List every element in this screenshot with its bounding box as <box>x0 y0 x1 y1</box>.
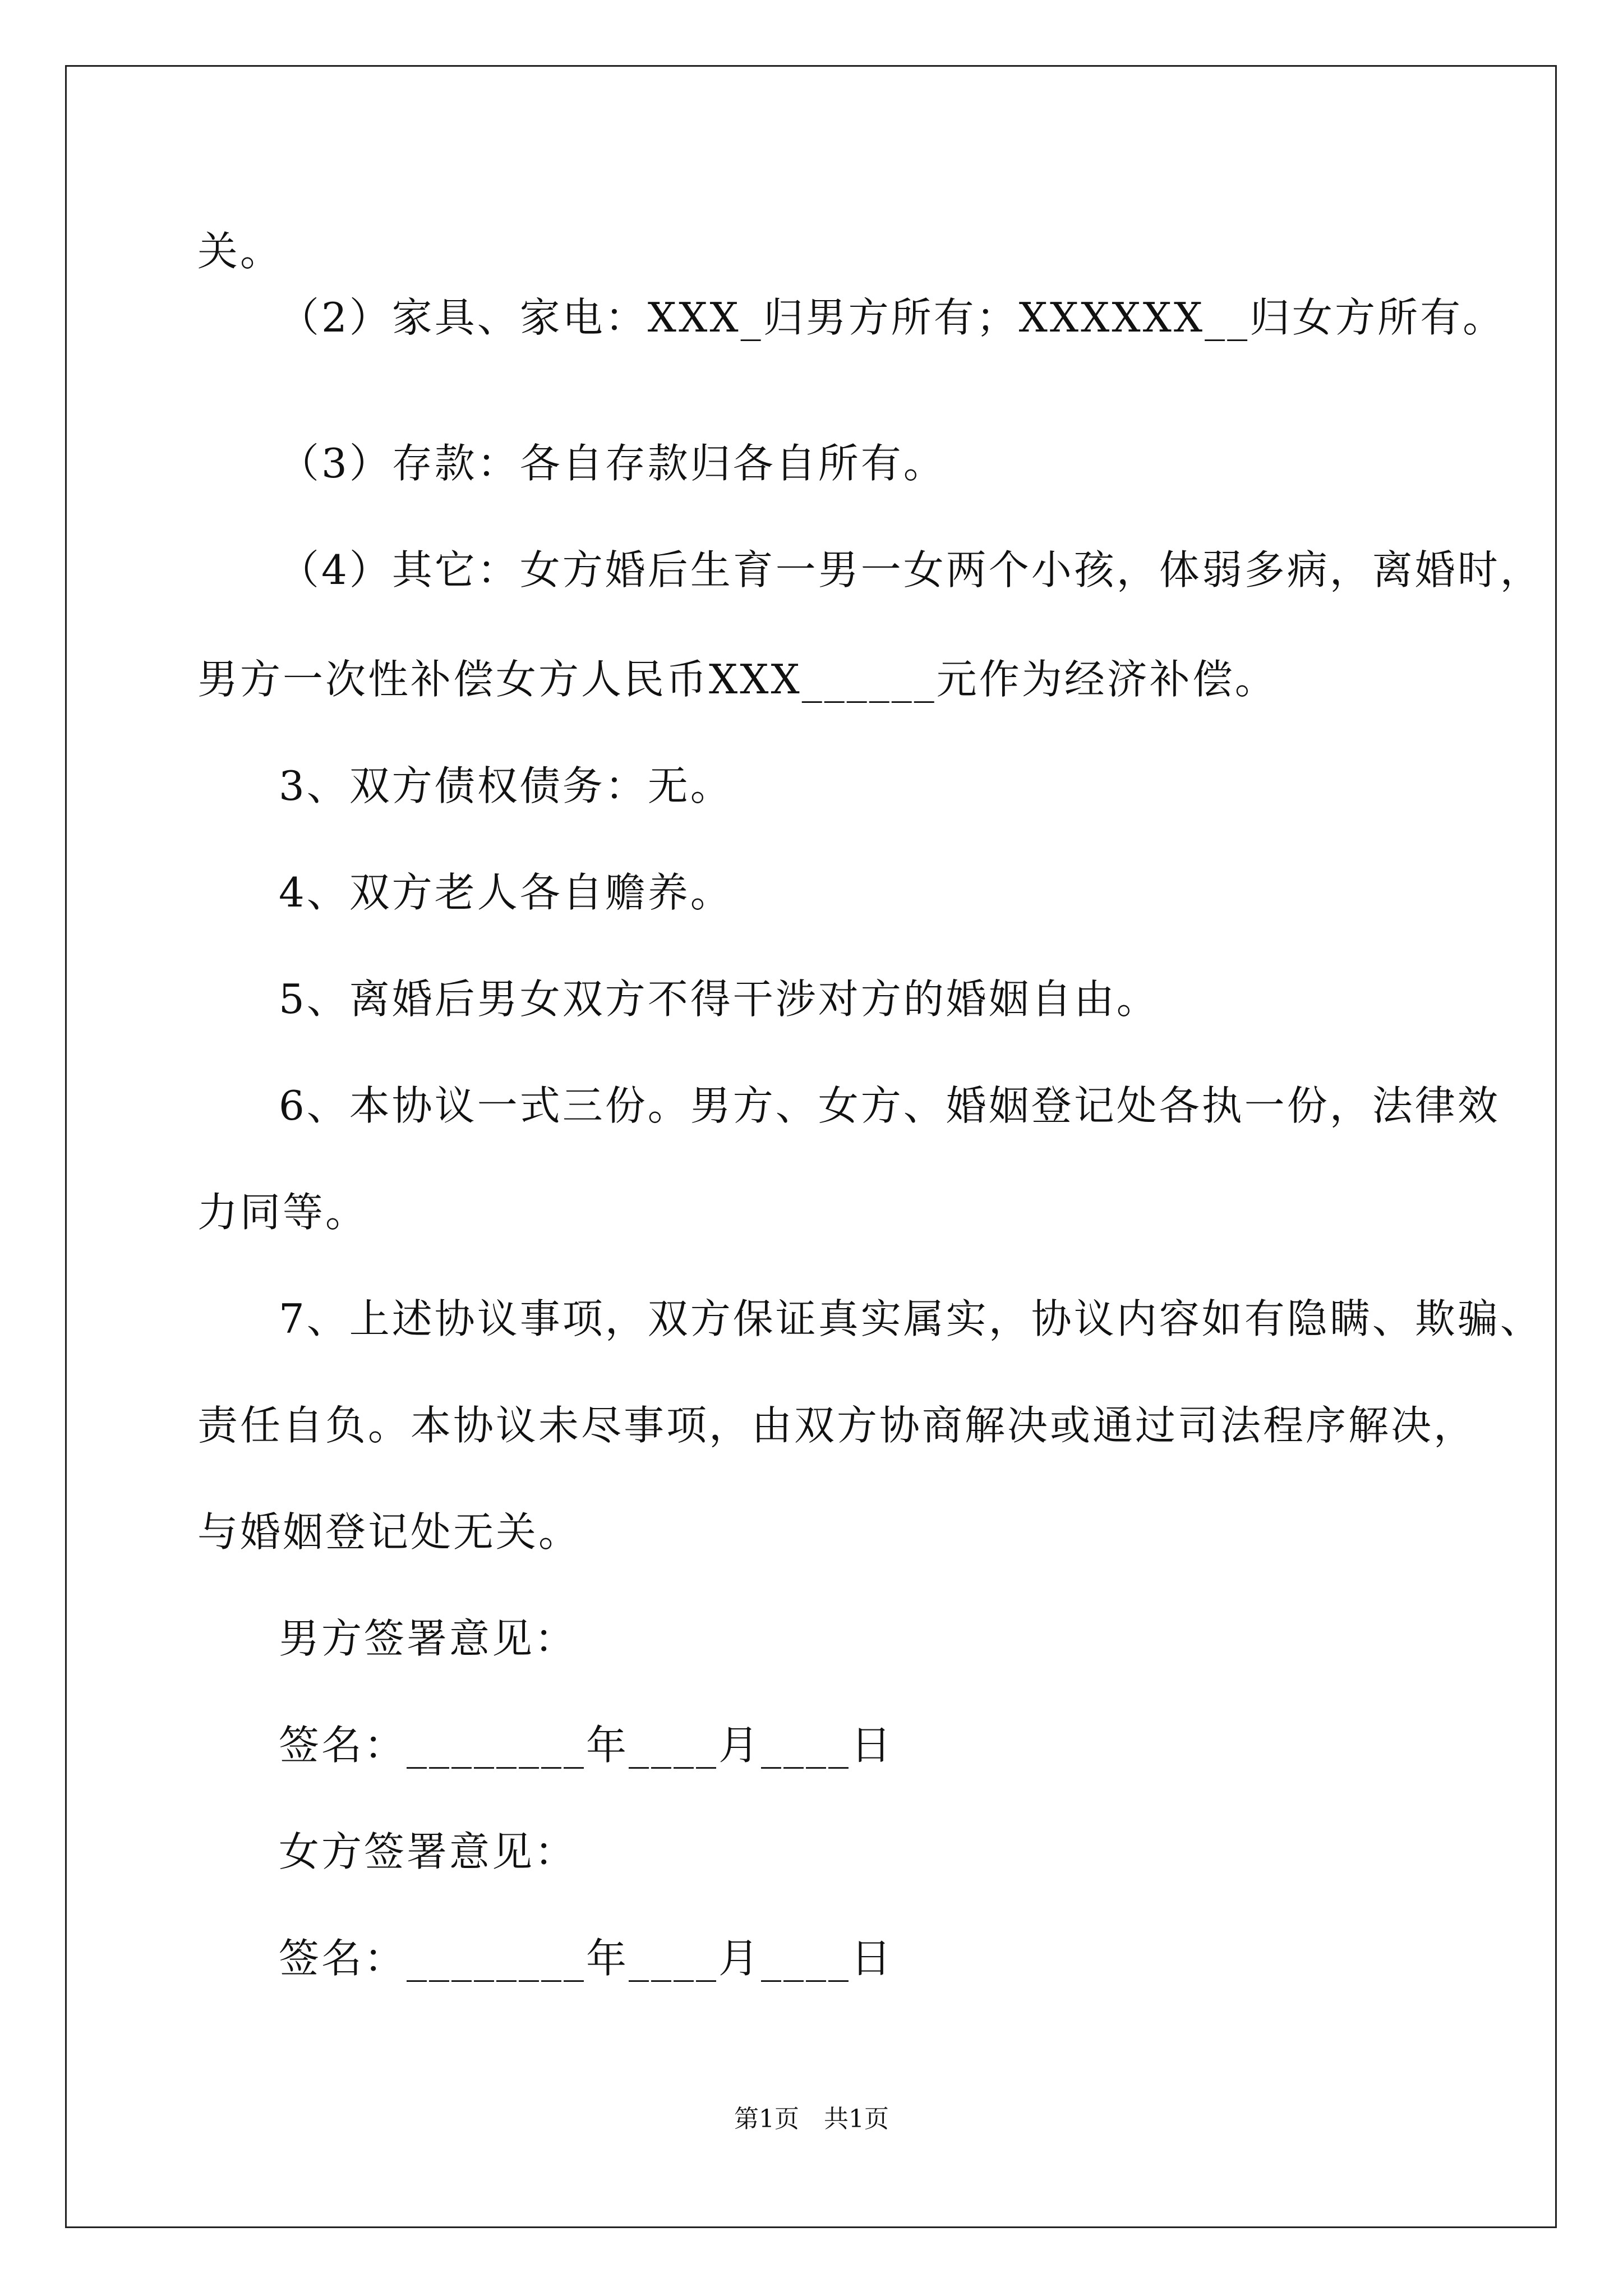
clause-guarantee: 7、上述协议事项，双方保证真实属实，协议内容如有隐瞒、欺骗、 <box>279 1295 1543 1342</box>
female-opinion-label: 女方签署意见： <box>279 1828 578 1875</box>
clause-other: （4）其它：女方婚后生育一男一女两个小孩，体弱多病，离婚时， <box>279 546 1543 593</box>
page-number-footer: 第1页 共1页 <box>734 2105 889 2133</box>
clause-debts: 3、双方债权债务：无。 <box>279 762 733 809</box>
female-signature-line: 签名：________年____月____日 <box>279 1935 894 1982</box>
clause-other-continued: 男方一次性补偿女方人民币XXX______元作为经济补偿。 <box>197 656 1278 703</box>
clause-elderly-support: 4、双方老人各自赡养。 <box>279 869 733 916</box>
page-border <box>65 65 1557 2228</box>
clause-guarantee-continued-1: 责任自负。本协议未尽事项，由双方协商解决或通过司法程序解决， <box>197 1402 1477 1449</box>
clause-furniture-appliances: （2）家具、家电：XXX_归男方所有；XXXXXX__归女方所有。 <box>279 294 1506 341</box>
male-signature-line: 签名：________年____月____日 <box>279 1722 894 1769</box>
male-opinion-label: 男方签署意见： <box>279 1615 578 1662</box>
clause-marriage-freedom: 5、离婚后男女双方不得干涉对方的婚姻自由。 <box>279 976 1159 1023</box>
clause-guarantee-continued-2: 与婚姻登记处无关。 <box>197 1508 582 1556</box>
text-line-continuation-1: 关。 <box>197 228 283 275</box>
clause-copies: 6、本协议一式三份。男方、女方、婚姻登记处各执一份，法律效 <box>279 1082 1500 1129</box>
clause-savings: （3）存款：各自存款归各自所有。 <box>279 440 946 487</box>
clause-copies-continued: 力同等。 <box>197 1189 368 1236</box>
